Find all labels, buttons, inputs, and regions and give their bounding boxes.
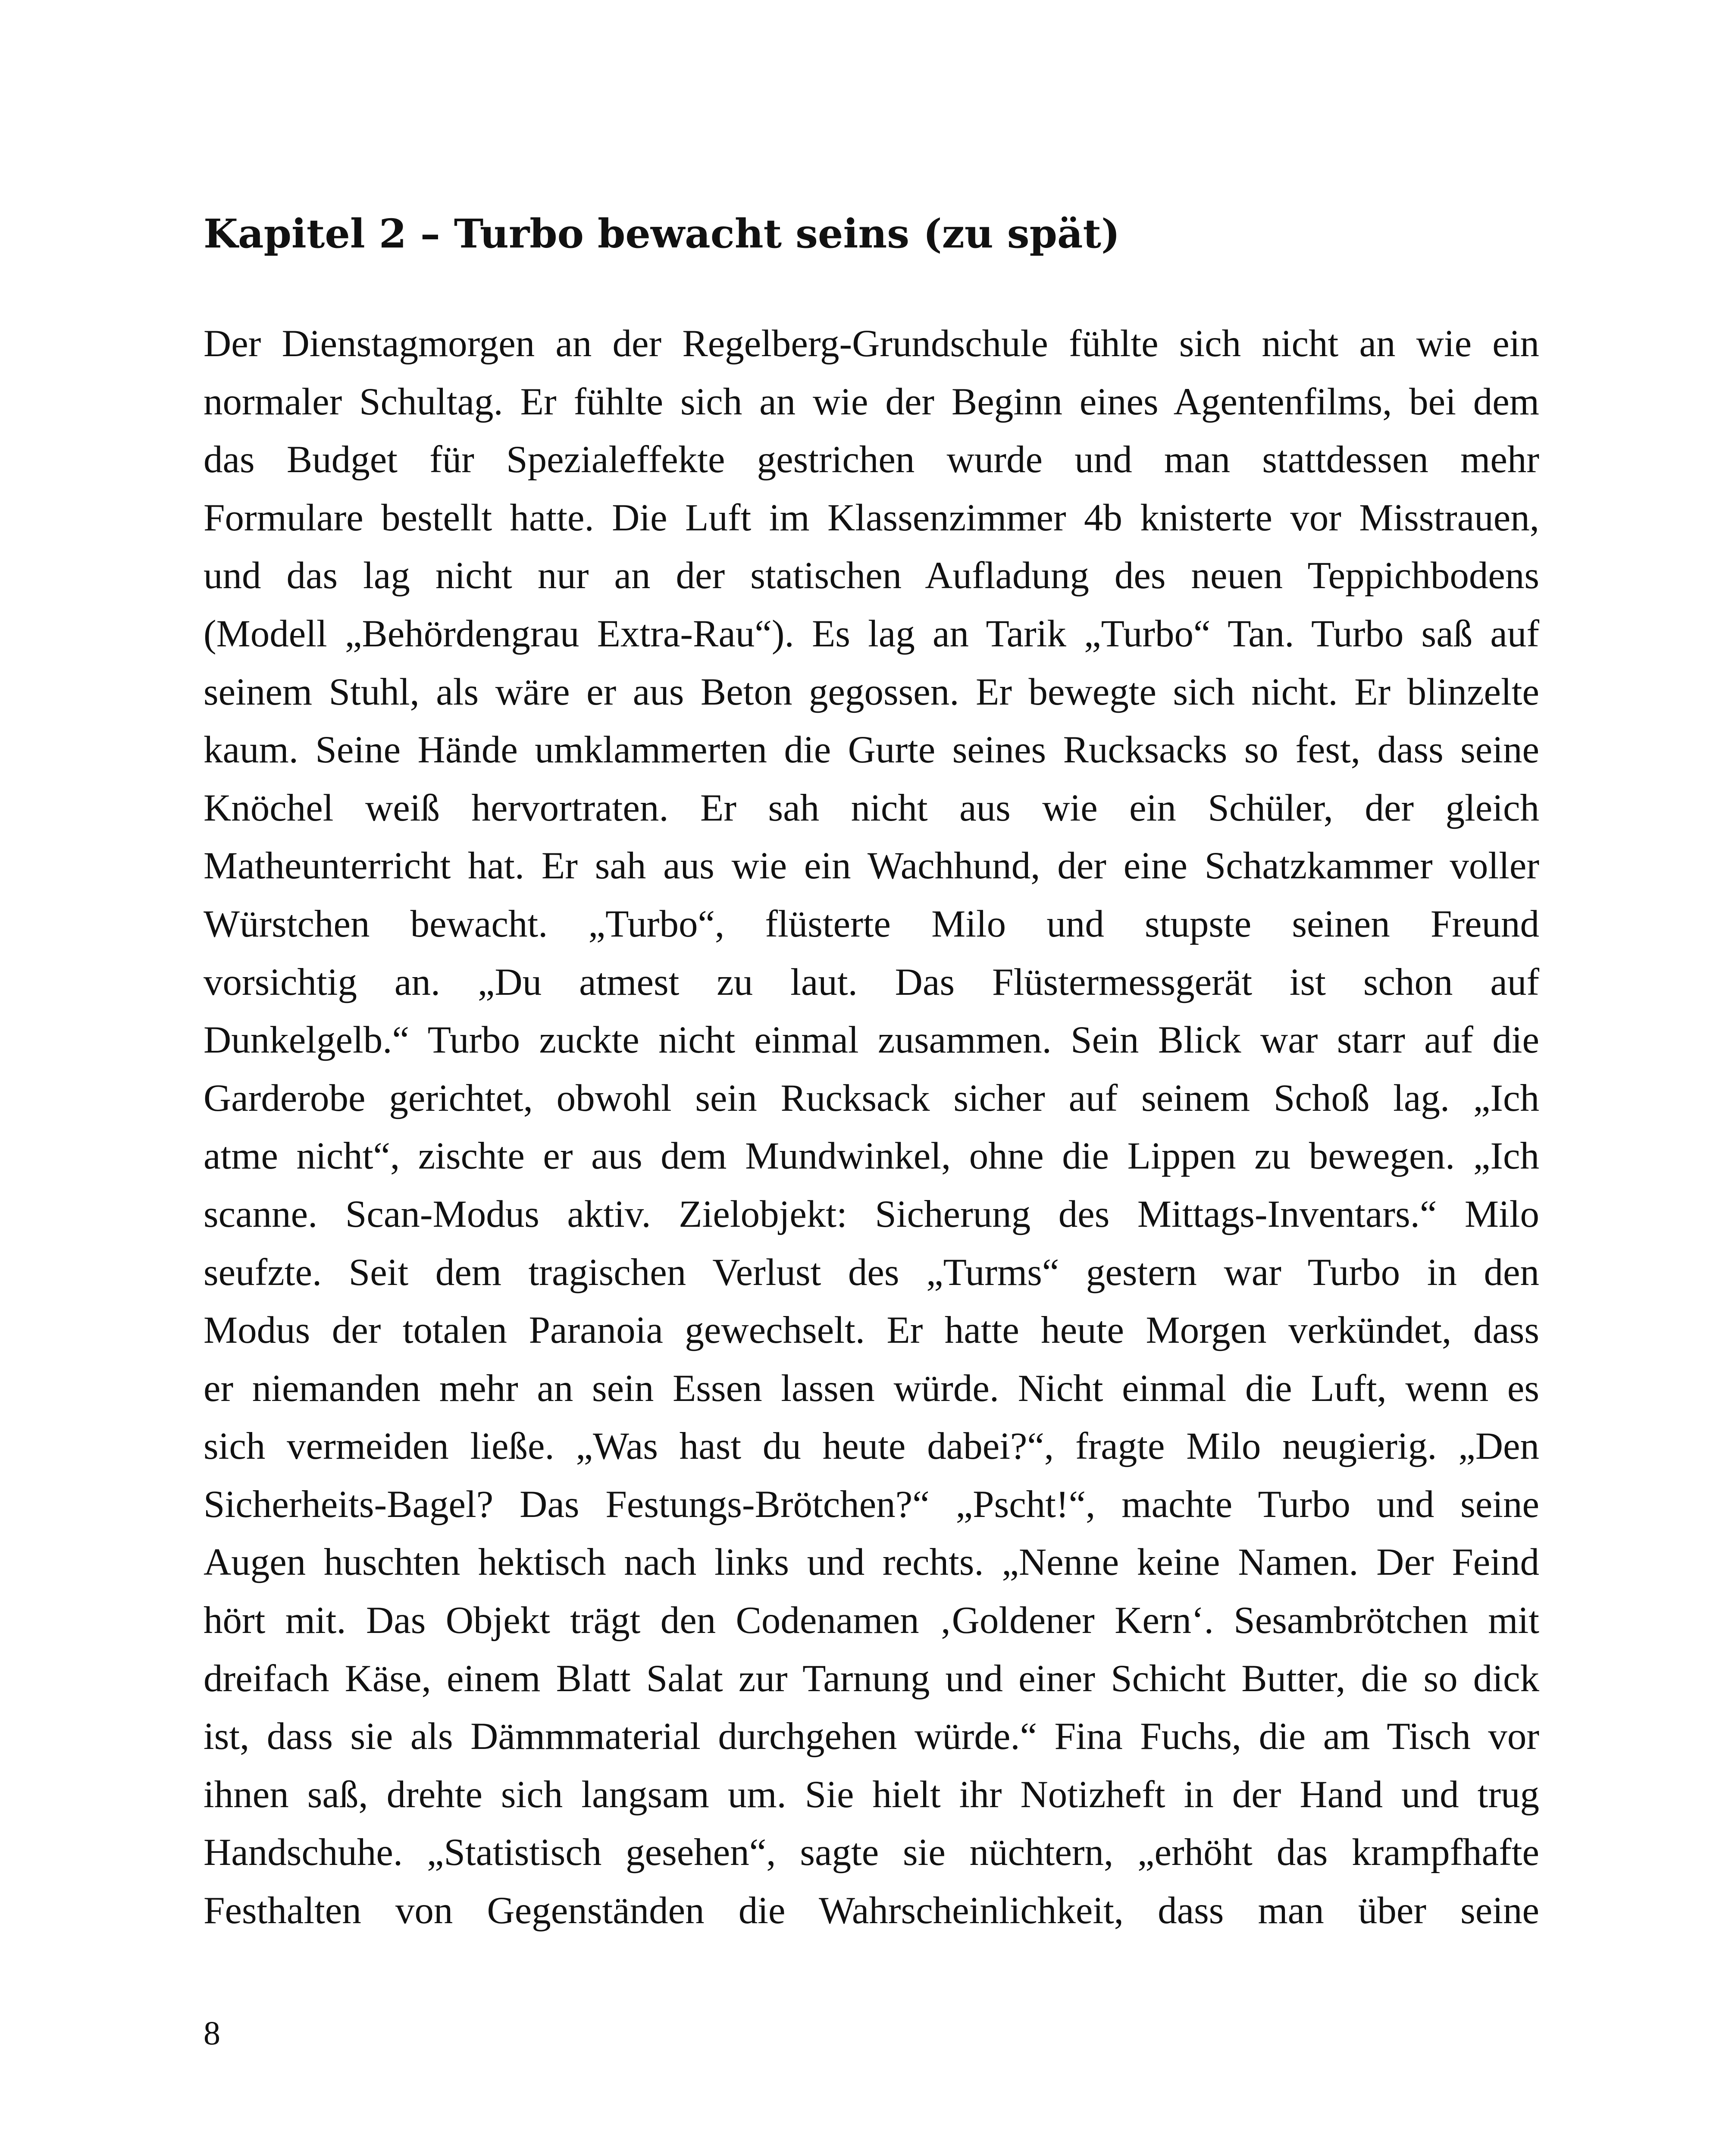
text-line: Augen huschten hektisch nach links und rechts. „Nenne keine Namen. Der Feind: [204, 1541, 1539, 1584]
text-line: Matheunterricht hat. Er sah aus wie ein Wachhund, der eine Schatzkammer voller: [204, 845, 1539, 887]
text-line: er niemanden mehr an sein Essen lassen würde. Nicht einmal die Luft, wenn es: [204, 1367, 1539, 1410]
text-line: Modus der totalen Paranoia gewechselt. Er hatte heute Morgen verkündet, dass: [204, 1309, 1539, 1352]
page-number: 8: [204, 2014, 220, 2052]
text-line: Dunkelgelb.“ Turbo zuckte nicht einmal zusammen. Sein Blick war starr auf die: [204, 1019, 1539, 1062]
text-line: ihnen saß, drehte sich langsam um. Sie hielt ihr Notizheft in der Hand und trug: [204, 1773, 1539, 1816]
text-line: seufzte. Seit dem tragischen Verlust des „Turms“ gestern war Turbo in den: [204, 1251, 1539, 1294]
text-line: Sicherheits-Bagel? Das Festungs-Brötchen?“ „Pscht!“, machte Turbo und seine: [204, 1483, 1539, 1526]
text-line: sich vermeiden ließe. „Was hast du heute dabei?“, fragte Milo neugierig. „Den: [204, 1425, 1539, 1468]
text-line: Handschuhe. „Statistisch gesehen“, sagte sie nüchtern, „erhöht das krampfhafte: [204, 1831, 1539, 1874]
text-line: seinem Stuhl, als wäre er aus Beton gegossen. Er bewegte sich nicht. Er blinzelte: [204, 671, 1539, 713]
text-line: Würstchen bewacht. „Turbo“, flüsterte Milo und stupste seinen Freund: [204, 903, 1539, 945]
text-line: Formulare bestellt hatte. Die Luft im Klassenzimmer 4b knisterte vor Misstrauen,: [204, 496, 1539, 539]
text-line: atme nicht“, zischte er aus dem Mundwinkel, ohne die Lippen zu bewegen. „Ich: [204, 1135, 1539, 1178]
text-line: hört mit. Das Objekt trägt den Codenamen ‚Goldener Kern‘. Sesambrötchen mit: [204, 1599, 1539, 1642]
text-line: das Budget für Spezialeffekte gestrichen wurde und man stattdessen mehr: [204, 439, 1539, 481]
text-line: und das lag nicht nur an der statischen Aufladung des neuen Teppichbodens: [204, 555, 1539, 597]
text-line: Der Dienstagmorgen an der Regelberg-Grundschule fühlte sich nicht an wie ein: [204, 323, 1539, 365]
text-line: vorsichtig an. „Du atmest zu laut. Das Flüstermessgerät ist schon auf: [204, 961, 1539, 1003]
text-line: Knöchel weiß hervortraten. Er sah nicht aus wie ein Schüler, der gleich: [204, 787, 1539, 829]
text-line: Festhalten von Gegenständen die Wahrscheinlichkeit, dass man über seine: [204, 1890, 1539, 1932]
chapter-heading: Kapitel 2 – Turbo bewacht seins (zu spät): [204, 210, 1120, 257]
text-line: kaum. Seine Hände umklammerten die Gurte seines Rucksacks so fest, dass seine: [204, 729, 1539, 771]
text-line: ist, dass sie als Dämmmaterial durchgehen würde.“ Fina Fuchs, die am Tisch vor: [204, 1715, 1539, 1758]
text-line: dreifach Käse, einem Blatt Salat zur Tarnung und einer Schicht Butter, die so dick: [204, 1657, 1539, 1700]
text-line: scanne. Scan-Modus aktiv. Zielobjekt: Sicherung des Mittags-Inventars.“ Milo: [204, 1193, 1539, 1235]
text-line: normaler Schultag. Er fühlte sich an wie der Beginn eines Agentenfilms, bei dem: [204, 380, 1539, 423]
text-line: Garderobe gerichtet, obwohl sein Rucksack sicher auf seinem Schoß lag. „Ich: [204, 1077, 1539, 1119]
chapter-body-text: [204, 315, 1539, 1940]
text-line: (Modell „Behördengrau Extra-Rau“). Es lag an Tarik „Turbo“ Tan. Turbo saß auf: [204, 612, 1539, 655]
